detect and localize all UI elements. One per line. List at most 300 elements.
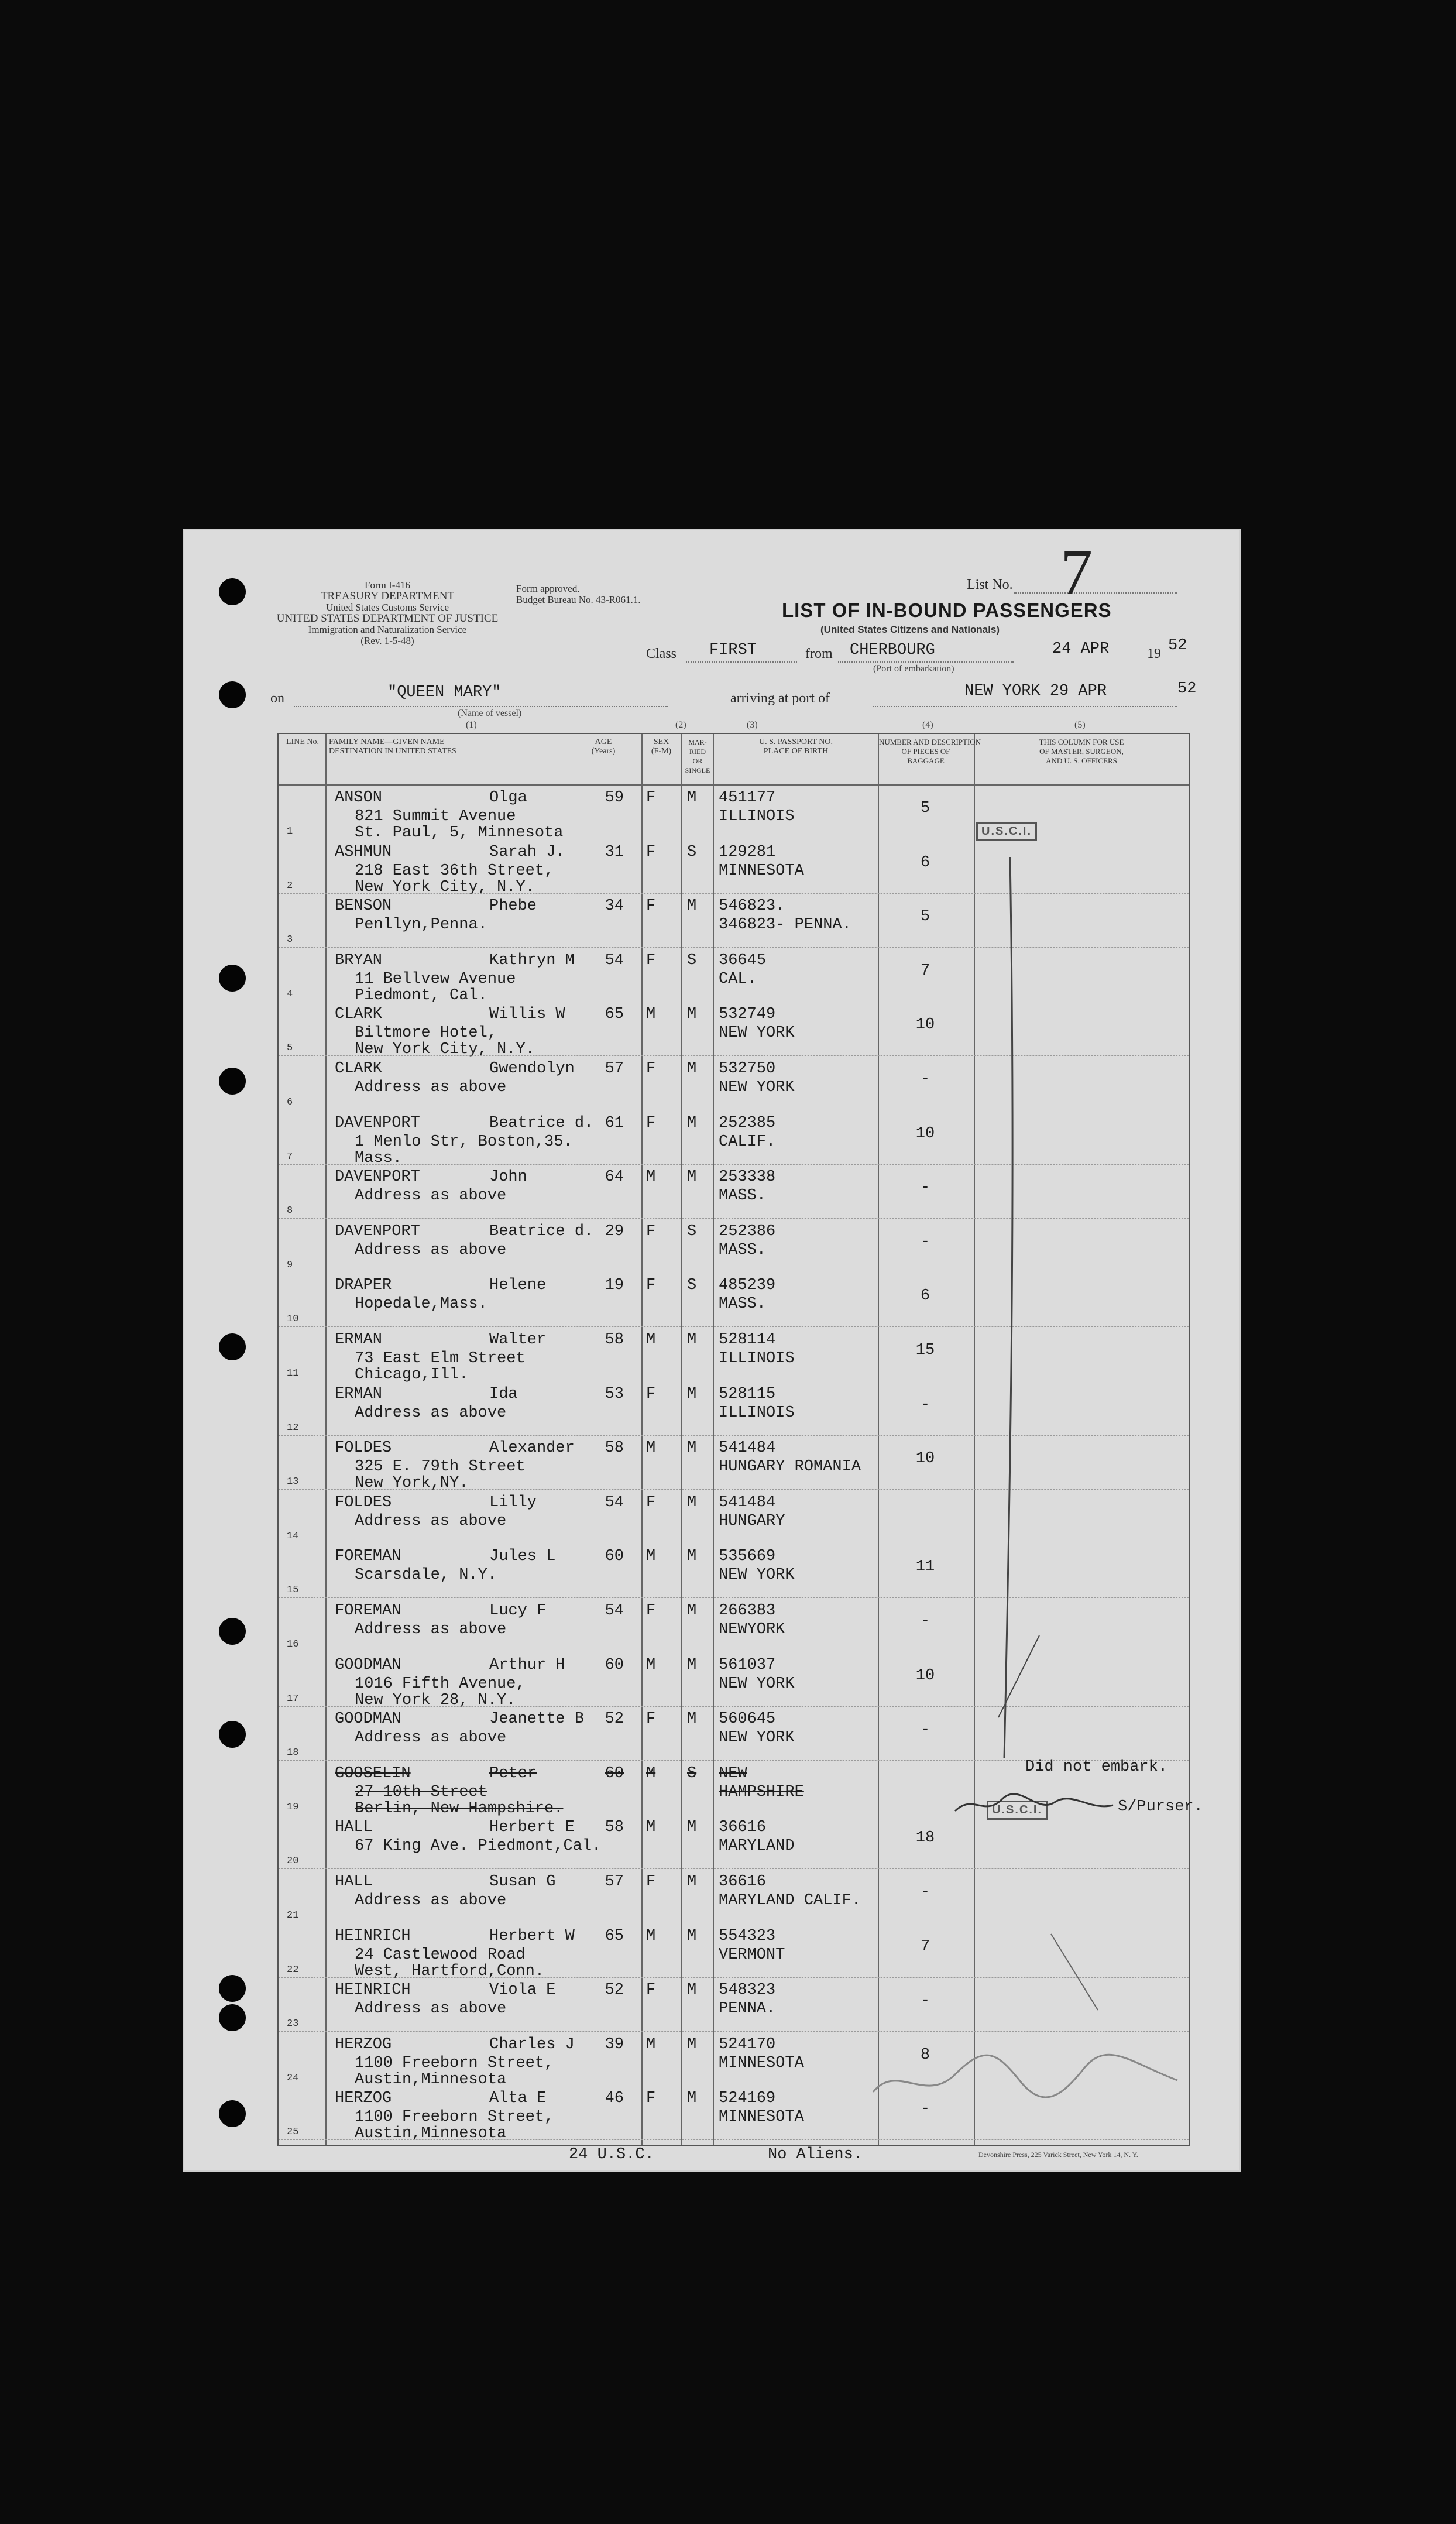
place-of-birth: MINNESOTA — [719, 2054, 804, 2072]
given-name: Viola E — [489, 1981, 556, 2000]
age: 59 — [605, 789, 624, 807]
col-marital: MAR- RIED OR SINGLE — [685, 738, 710, 774]
address-line-2: West, Hartford,Conn. — [355, 1962, 545, 1980]
baggage-count: 11 — [915, 1558, 935, 1576]
age: 54 — [605, 951, 624, 969]
col-name: FAMILY NAME—GIVEN NAME DESTINATION IN UNITED STATES — [329, 738, 456, 756]
place-of-birth: ILLINOIS — [719, 1404, 795, 1422]
passport-number: 546823. — [719, 897, 785, 915]
place-of-birth: NEW YORK — [719, 1079, 795, 1096]
class-value: FIRST — [709, 642, 757, 659]
marital-status: M — [687, 1385, 697, 1403]
family-name: DRAPER — [335, 1277, 392, 1295]
address: 11 Bellvew Avenue — [355, 970, 516, 988]
marital-status: M — [687, 1114, 697, 1132]
age: 61 — [605, 1114, 624, 1132]
age: 58 — [605, 1439, 624, 1458]
marital-status: S — [687, 1277, 697, 1295]
embarkation-date: 24 APR — [1052, 640, 1110, 658]
sex: M — [646, 1168, 656, 1186]
marital-status: S — [687, 1222, 697, 1240]
passport-number: 36616 — [719, 1819, 767, 1837]
address: Address as above — [355, 1621, 507, 1638]
passport-number: 528114 — [719, 1331, 776, 1349]
passport-number: 266383 — [719, 1602, 776, 1620]
passport-number: 524169 — [719, 2090, 776, 2108]
family-name: HALL — [335, 1819, 373, 1837]
place-of-birth: PENNA. — [719, 2000, 776, 2018]
line-number: 1 — [287, 826, 293, 837]
marital-status: S — [687, 951, 697, 969]
place-of-birth: NEW YORK — [719, 1024, 795, 1042]
baggage-count: 5 — [920, 800, 930, 817]
given-name: Helene — [489, 1277, 547, 1295]
age: 53 — [605, 1385, 624, 1403]
passport-number: 532750 — [719, 1060, 776, 1078]
passport-number: 36645 — [719, 951, 767, 969]
baggage-count: - — [920, 1395, 930, 1414]
family-name: HALL — [335, 1873, 373, 1891]
given-name: Beatrice d. — [489, 1114, 594, 1132]
given-name: Herbert E — [489, 1819, 575, 1837]
line-number: 22 — [287, 1964, 299, 1976]
punch-hole — [219, 681, 246, 708]
address-line-2: New York City, N.Y. — [355, 878, 535, 896]
sex: M — [646, 1764, 656, 1782]
line-number: 25 — [287, 2127, 299, 2138]
family-name: HERZOG — [335, 2035, 392, 2053]
family-name: FOLDES — [335, 1439, 392, 1458]
inspector-signature — [861, 2028, 1189, 2121]
sex: F — [646, 1385, 656, 1403]
on-label: on — [270, 691, 284, 706]
sex: F — [646, 1277, 656, 1295]
baggage-count: - — [920, 2100, 930, 2118]
passport-number: 554323 — [719, 1927, 776, 1945]
address: 24 Castlewood Road — [355, 1946, 526, 1964]
sex: F — [646, 2090, 656, 2108]
age: 46 — [605, 2090, 624, 2108]
address: Address as above — [355, 1512, 507, 1530]
punch-hole — [219, 2100, 246, 2127]
approval-note: Form approved. Budget Bureau No. 43-R061.1. — [516, 583, 641, 605]
line-number: 16 — [287, 1639, 299, 1650]
line-number: 7 — [287, 1151, 293, 1162]
family-name: ERMAN — [335, 1385, 383, 1403]
line-number: 3 — [287, 934, 293, 946]
passport-number: 541484 — [719, 1493, 776, 1511]
line-number: 17 — [287, 1693, 299, 1705]
age: 58 — [605, 1819, 624, 1837]
sex: M — [646, 1927, 656, 1945]
address: 821 Summit Avenue — [355, 808, 516, 825]
passport-number: 253338 — [719, 1168, 776, 1186]
address-line-2: Chicago,Ill. — [355, 1366, 469, 1384]
list-no-value: 7 — [1060, 536, 1093, 608]
officer-stamp: U.S.C.I. — [987, 1801, 1048, 1820]
sex: F — [646, 843, 656, 861]
place-of-birth: NEW YORK — [719, 1675, 795, 1693]
sex: F — [646, 1114, 656, 1132]
place-of-birth: ILLINOIS — [719, 1350, 795, 1367]
line-number: 6 — [287, 1097, 293, 1108]
baggage-count: 10 — [915, 1124, 935, 1143]
baggage-count: 15 — [915, 1342, 935, 1359]
passport-number: 36616 — [719, 1873, 767, 1891]
age: 52 — [605, 1981, 624, 2000]
place-of-birth: MASS. — [719, 1187, 767, 1205]
sex: F — [646, 951, 656, 969]
embarkation-year: 52 — [1168, 637, 1187, 654]
family-name: FOREMAN — [335, 1548, 401, 1566]
address: 1100 Freeborn Street, — [355, 2108, 554, 2127]
line-number: 23 — [287, 2018, 299, 2030]
age: 54 — [605, 1602, 624, 1620]
officer-check-line — [981, 851, 1156, 2022]
address-line-2: Austin,Minnesota — [355, 2070, 507, 2089]
arrival-year: 52 — [1177, 680, 1197, 698]
purser-signature — [949, 1788, 1125, 1823]
baggage-count: - — [920, 1179, 930, 1197]
sex: F — [646, 1602, 656, 1620]
given-name: Lucy F — [489, 1602, 547, 1620]
passport-number: 252385 — [719, 1114, 776, 1132]
age: 60 — [605, 1764, 624, 1782]
place-of-birth: MINNESOTA — [719, 2108, 804, 2127]
passport-number: 129281 — [719, 843, 776, 861]
given-name: Olga — [489, 789, 527, 807]
line-number: 2 — [287, 880, 293, 891]
form-title: LIST OF IN-BOUND PASSENGERS — [782, 599, 1112, 621]
sex: F — [646, 897, 656, 915]
line-number: 13 — [287, 1476, 299, 1488]
marital-status: M — [687, 2090, 697, 2108]
place-of-birth: VERMONT — [719, 1946, 785, 1964]
marital-status: M — [687, 1493, 697, 1511]
col-baggage: NUMBER AND DESCRIPTION OF PIECES OF BAGGAGE — [879, 738, 981, 765]
place-of-birth: NEW YORK — [719, 1729, 795, 1747]
age: 52 — [605, 1710, 624, 1729]
baggage-count: 6 — [920, 1287, 930, 1305]
punch-hole — [219, 2004, 246, 2031]
punch-hole — [219, 1333, 246, 1360]
given-name: Gwendolyn — [489, 1060, 575, 1078]
age: 64 — [605, 1168, 624, 1186]
table-row — [279, 786, 1189, 842]
marital-status: M — [687, 1710, 697, 1729]
punch-hole — [219, 1618, 246, 1645]
place-of-birth: CALIF. — [719, 1133, 776, 1151]
purser-note: S/Purser. — [1118, 1798, 1203, 1816]
passport-number: 252386 — [719, 1222, 776, 1240]
address: Hopedale,Mass. — [355, 1295, 487, 1314]
baggage-count: 8 — [920, 2046, 930, 2064]
baggage-count: - — [920, 1613, 930, 1630]
age: 58 — [605, 1331, 624, 1349]
address: 1 Menlo Str, Boston,35. — [355, 1133, 573, 1151]
baggage-count: 10 — [915, 1666, 935, 1685]
address-line-2: New York,NY. — [355, 1474, 469, 1493]
place-of-birth: MARYLAND CALIF. — [719, 1892, 861, 1909]
col-officers: THIS COLUMN FOR USE OF MASTER, SURGEON, AND U. S. OFFICERS — [1039, 738, 1124, 765]
line-number: 15 — [287, 1585, 299, 1596]
line-number: 11 — [287, 1368, 299, 1379]
given-name: Herbert W — [489, 1927, 575, 1945]
line-number: 24 — [287, 2072, 299, 2084]
baggage-count: 7 — [920, 1937, 930, 1956]
age: 60 — [605, 1548, 624, 1566]
line-number: 5 — [287, 1042, 293, 1054]
address: Address as above — [355, 1729, 507, 1747]
class-label: Class — [646, 646, 677, 661]
list-no-label: List No. — [967, 577, 1013, 592]
family-name: DAVENPORT — [335, 1168, 420, 1186]
address: Address as above — [355, 1241, 507, 1259]
port-of-embarkation: CHERBOURG — [850, 642, 935, 659]
line-number: 19 — [287, 1801, 299, 1813]
address: Penllyn,Penna. — [355, 916, 487, 934]
given-name: Kathryn M — [489, 951, 575, 969]
address: 325 E. 79th Street — [355, 1458, 526, 1476]
passport-number: 561037 — [719, 1656, 776, 1674]
sex: M — [646, 1548, 656, 1566]
age: 19 — [605, 1277, 624, 1295]
marital-status: M — [687, 897, 697, 915]
given-name: Alta E — [489, 2090, 547, 2108]
sex: M — [646, 1331, 656, 1349]
col-line: LINE No. — [286, 738, 319, 746]
family-name: FOLDES — [335, 1493, 392, 1511]
address: Address as above — [355, 1892, 507, 1909]
baggage-count: 10 — [915, 1450, 935, 1468]
family-name: HEINRICH — [335, 1981, 411, 2000]
place-of-birth: MARYLAND — [719, 1837, 795, 1856]
marital-status: M — [687, 1819, 697, 1837]
age: 60 — [605, 1656, 624, 1674]
place-of-birth: MASS. — [719, 1241, 767, 1259]
address-line-2: New York 28, N.Y. — [355, 1691, 516, 1709]
passport-number: 451177 — [719, 789, 776, 807]
passport-number: 541484 — [719, 1439, 776, 1458]
address: Address as above — [355, 2000, 507, 2018]
baggage-count: 6 — [920, 853, 930, 872]
family-name: DAVENPORT — [335, 1222, 420, 1240]
marital-status: S — [687, 1764, 697, 1782]
marital-status: M — [687, 1060, 697, 1078]
family-name: GOODMAN — [335, 1710, 401, 1729]
officer-stamp: U.S.C.I. — [976, 822, 1037, 841]
sex: M — [646, 1439, 656, 1458]
family-name: HERZOG — [335, 2090, 392, 2108]
passport-number: NEW — [719, 1764, 747, 1782]
sex: M — [646, 2035, 656, 2053]
passport-number: 528115 — [719, 1385, 776, 1403]
address-line-2: New York City, N.Y. — [355, 1041, 535, 1059]
baggage-count: 10 — [915, 1016, 935, 1034]
footer-no-aliens: No Aliens. — [768, 2146, 863, 2163]
given-name: Jules L — [489, 1548, 556, 1566]
col-sex: SEX (F-M) — [651, 738, 672, 756]
family-name: ASHMUN — [335, 843, 392, 861]
marital-status: M — [687, 1602, 697, 1620]
col-age: AGE (Years) — [591, 738, 616, 756]
address: Address as above — [355, 1079, 507, 1096]
family-name: BENSON — [335, 897, 392, 915]
passport-number: 485239 — [719, 1277, 776, 1295]
line-number: 4 — [287, 988, 293, 1000]
baggage-count: - — [920, 1992, 930, 2010]
address: 73 East Elm Street — [355, 1350, 526, 1367]
address-line-2: Berlin, New Hampshire. — [355, 1799, 564, 1817]
baggage-count: - — [920, 1884, 930, 1901]
address: Scarsdale, N.Y. — [355, 1566, 497, 1585]
given-name: Sarah J. — [489, 843, 565, 861]
family-name: HEINRICH — [335, 1927, 411, 1945]
given-name: Alexander — [489, 1439, 575, 1458]
marital-status: M — [687, 1981, 697, 2000]
address-line-2: Austin,Minnesota — [355, 2125, 507, 2143]
family-name: FOREMAN — [335, 1602, 401, 1620]
given-name: Peter — [489, 1764, 537, 1782]
vessel-name: "QUEEN MARY" — [387, 684, 502, 701]
family-name: GOOSELIN — [335, 1764, 411, 1782]
age: 54 — [605, 1493, 624, 1511]
punch-hole — [219, 1068, 246, 1095]
address: 1100 Freeborn Street, — [355, 2054, 554, 2072]
age: 34 — [605, 897, 624, 915]
marital-status: M — [687, 1873, 697, 1891]
address-line-2: Mass. — [355, 1149, 403, 1167]
family-name: CLARK — [335, 1006, 383, 1024]
given-name: Walter — [489, 1331, 547, 1349]
line-number: 18 — [287, 1747, 299, 1759]
given-name: Charles J — [489, 2035, 575, 2053]
age: 65 — [605, 1006, 624, 1024]
age: 31 — [605, 843, 624, 861]
sex: F — [646, 1222, 656, 1240]
passport-number: 548323 — [719, 1981, 776, 2000]
given-name: Susan G — [489, 1873, 556, 1891]
given-name: John — [489, 1168, 527, 1186]
age: 57 — [605, 1060, 624, 1078]
place-of-birth: MASS. — [719, 1295, 767, 1314]
age: 57 — [605, 1873, 624, 1891]
passport-number: 524170 — [719, 2035, 776, 2053]
baggage-count: - — [920, 1233, 930, 1251]
place-of-birth: HUNGARY ROMANIA — [719, 1458, 861, 1476]
address: Address as above — [355, 1404, 507, 1422]
address: 218 East 36th Street, — [355, 862, 554, 880]
place-of-birth: HAMPSHIRE — [719, 1783, 804, 1801]
family-name: ERMAN — [335, 1331, 383, 1349]
from-label: from — [805, 646, 833, 661]
given-name: Jeanette B — [489, 1710, 585, 1729]
marital-status: M — [687, 2035, 697, 2053]
punch-hole — [219, 965, 246, 992]
line-number: 20 — [287, 1856, 299, 1867]
place-of-birth: HUNGARY — [719, 1512, 785, 1530]
sex: F — [646, 1981, 656, 2000]
age: 29 — [605, 1222, 624, 1240]
manifest-sheet: Form I-416 TREASURY DEPARTMENT United States Customs Service UNITED STATES DEPARTMENT OF JUSTICE Immigration and Naturalization Service (Rev. 1-5-48) Form approved. Budget Bureau No. 43-R061.1. List No. 7 LIST OF IN-BOUND PASSENGERS (United States Citizens and Nationals) Class FIRST from CHERBOURG (Port of embarkation) 24 APR 19 52 on "QUEEN MARY" (Name of vessel) arriving at port of NEW YORK 29 APR 52 (1) (2) (3) (4) (5) LINE No. FAMILY NAME—GIVEN NAME DESTINATION IN UNITED STATES AGE (Years) SEX (F-M) MAR- RIED OR SINGLE U. S. PASSPORT NO. PLACE OF BIRTH NUMBER AND DESCRIPTION OF PIECES OF BAGGAGE THIS COLUMN FOR USE OF MASTER, SURGEON, AND U. S. OFFICERS 1 ANSON Olga 59 F M 821 Summit Avenue St. Paul, 5, Minnesota 451177 ILLINOIS 5 2 ASHMUN Sarah J. 31 F S 218 East 36th Street, New York City, N.Y. 129281 MINNESOTA 6 3 BENSON Phebe 34 F M Penllyn,Penna. 546823. 346823- PENNA. 5 4 BRYAN Kathryn M 54 F S 11 Bellvew Avenue Piedmont, Cal. 36645 CAL. 7 5 CLARK Willis W 65 M M Biltmore Hotel, New York City, N.Y. 532749 NEW YORK 10 6 CLARK Gwendolyn 57 F M Address as above 532750 NEW YORK - 7 DAVENPORT Beatrice d. 61 F M 1 Menlo Str, Boston,35. Mass. 252385 CALIF. 10 8 DAVENPORT John 64 M M Address as above 253338 MASS. - 9 DAVENPORT Beatrice d. 29 F S Address as above 252386 MASS. - 10 DRAPER Helene 19 F S Hopedale,Mass. 485239 MASS. 6 11 ERMAN Walter 58 M M 73 East Elm Street Chicago,Ill. 528114 ILLINOIS 15 12 ERMAN Ida 53 F M Address as above 528115 ILLINOIS - 13 FOLDES Alexander 58 M M 325 E. 79th Street New York,NY. 541484 HUNGARY ROMANIA 10 14 FOLDES Lilly 54 F M Address as above 541484 HUNGARY 15 FOREMAN Jules L 60 M M Scarsdale, N.Y. 535669 NEW YORK 11 16 FOREMAN Lucy F 54 F M Address as above 266383 NEWYORK - 17 GOODMAN Arthur H 60 M M 1016 Fifth Avenue, New York 28, N.Y. 561037 NEW YORK 10 18 GOODMAN Jeanette B 52 F M Address as above 560645 NEW YORK - 19 GOOSELIN Peter 60 M S 27 10th Street Berlin, New Hampshire. NEW HAMPSHIRE 20 HALL Herbert E 58 M M 67 King Ave. Piedmont,Cal. 36616 MARYLAND 18 21 HALL Susan G 57 F M Address as above 36616 MARYLAND CALIF. - 22 HEINRICH Herbert W 65 M M 24 Castlewood Road West, Hartford,Conn. 554323 VERMONT 7 23 HEINRICH Viola E 52 F M Address as above 548323 PENNA. - 24 HERZOG Charles J 39 M M 1100 Freeborn Street, Austin,Minnesota 524170 MINNESOTA 8 25 HERZOG Alta E 46 F M 1100 Freeborn Street, Austin,Minnesota 524169 MINNESOTA - U.S.C.I. U.S.C.I. Did not embark. S/Purser. 24 U.S.C. No Aliens. Devonshire Press, 225 Varick Street, New York 14, N. Y. — [183, 529, 1241, 2172]
place-of-birth: MINNESOTA — [719, 862, 804, 880]
address: Address as above — [355, 1187, 507, 1205]
footer-statute: 24 U.S.C. — [569, 2146, 654, 2163]
marital-status: M — [687, 1439, 697, 1458]
line-number: 12 — [287, 1422, 299, 1434]
place-of-birth: 346823- PENNA. — [719, 916, 851, 934]
address: 1016 Fifth Avenue, — [355, 1675, 526, 1693]
arriving-label: arriving at port of — [730, 691, 830, 706]
marital-status: M — [687, 1548, 697, 1566]
arrival-port-date: NEW YORK 29 APR — [964, 683, 1107, 700]
place-of-birth: CAL. — [719, 970, 757, 988]
given-name: Lilly — [489, 1493, 537, 1511]
marital-status: M — [687, 1927, 697, 1945]
did-not-embark-note: Did not embark. — [1025, 1758, 1168, 1776]
line-number: 14 — [287, 1530, 299, 1542]
age: 39 — [605, 2035, 624, 2053]
address-line-2: Piedmont, Cal. — [355, 986, 487, 1004]
marital-status: M — [687, 1656, 697, 1674]
address-line-2: St. Paul, 5, Minnesota — [355, 824, 564, 842]
baggage-count: 5 — [920, 908, 930, 926]
family-name: BRYAN — [335, 951, 383, 969]
printer-imprint: Devonshire Press, 225 Varick Street, New York 14, N. Y. — [978, 2151, 1138, 2159]
sex: F — [646, 1493, 656, 1511]
place-of-birth: ILLINOIS — [719, 808, 795, 825]
place-of-birth: NEWYORK — [719, 1621, 785, 1638]
given-name: Willis W — [489, 1006, 565, 1024]
line-number: 21 — [287, 1910, 299, 1921]
sex: M — [646, 1656, 656, 1674]
address: Biltmore Hotel, — [355, 1024, 497, 1042]
address: 67 King Ave. Piedmont,Cal. — [355, 1837, 602, 1856]
sex: F — [646, 789, 656, 807]
department-block: Form I-416 TREASURY DEPARTMENT United States Customs Service UNITED STATES DEPARTMENT OF JUSTICE Immigration and Naturalization Service (Rev. 1-5-48) — [276, 579, 499, 646]
given-name: Arthur H — [489, 1656, 565, 1674]
sex: M — [646, 1006, 656, 1024]
family-name: GOODMAN — [335, 1656, 401, 1674]
baggage-count: - — [920, 1721, 930, 1739]
address: 27 10th Street — [355, 1783, 487, 1801]
line-number: 8 — [287, 1205, 293, 1217]
passenger-table — [277, 733, 1190, 2146]
given-name: Beatrice d. — [489, 1222, 594, 1240]
sex: F — [646, 1710, 656, 1729]
place-of-birth: NEW YORK — [719, 1566, 795, 1585]
punch-hole — [219, 1975, 246, 2002]
marital-status: M — [687, 1168, 697, 1186]
line-number: 10 — [287, 1314, 299, 1325]
line-number: 9 — [287, 1259, 293, 1271]
punch-hole — [219, 578, 246, 605]
sex: M — [646, 1819, 656, 1837]
baggage-count: 7 — [920, 962, 930, 980]
given-name: Phebe — [489, 897, 537, 915]
age: 65 — [605, 1927, 624, 1945]
family-name: CLARK — [335, 1060, 383, 1078]
marital-status: M — [687, 1331, 697, 1349]
passport-number: 532749 — [719, 1006, 776, 1024]
sex: F — [646, 1060, 656, 1078]
baggage-count: 18 — [915, 1829, 935, 1847]
baggage-count: - — [920, 1071, 930, 1088]
col-passport: U. S. PASSPORT NO. PLACE OF BIRTH — [759, 738, 833, 756]
sex: F — [646, 1873, 656, 1891]
marital-status: M — [687, 1006, 697, 1024]
family-name: DAVENPORT — [335, 1114, 420, 1132]
